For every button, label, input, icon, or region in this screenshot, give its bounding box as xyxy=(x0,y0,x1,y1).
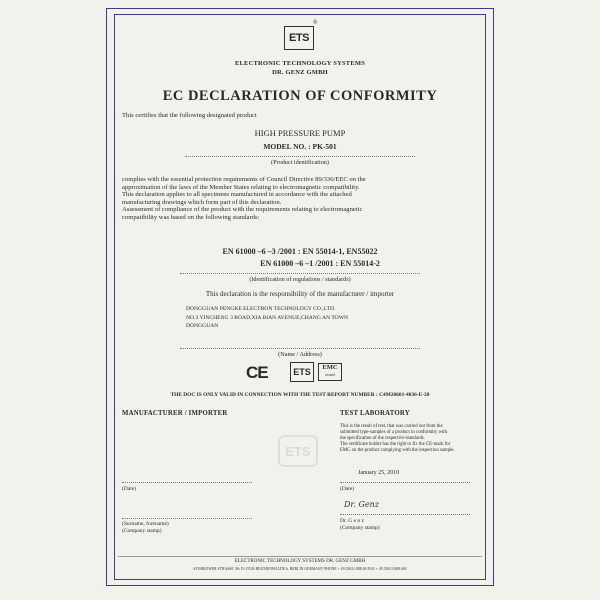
compliance-paragraph xyxy=(122,176,482,222)
footer-rule xyxy=(118,556,482,557)
emc-sub-label: tested xyxy=(325,372,335,377)
right-name-rule xyxy=(340,514,470,515)
manufacturer-address: NO.3 YINCHENG 3 ROAD,XIA BIAN AVENUE,CHANG AN TOWN xyxy=(186,314,349,321)
left-date-rule xyxy=(122,482,252,483)
product-rule xyxy=(185,156,415,157)
left-name-label: (Surname, forename) xyxy=(122,521,169,527)
left-date-label: (Date) xyxy=(122,486,137,492)
manufacturer-city: DONGGUAN xyxy=(186,323,219,329)
manufacturer-name: DONGGUAN PENGKE ELECTRON TECHNOLOGY CO.,LTD. xyxy=(186,306,336,312)
ets-logo-letters: ETS xyxy=(289,32,309,44)
ets-logo-icon xyxy=(284,26,314,50)
responsibility-text: This declaration is the responsibility of the manufacturer / importer xyxy=(205,290,395,298)
standards-line2: EN 61000 –6 –1 /2001 : EN 55014-2 xyxy=(260,259,380,268)
company-name-line1: ELECTRONIC TECHNOLOGY SYSTEMS xyxy=(234,60,366,67)
intro-text: This certifies that the following designated product xyxy=(122,112,257,119)
manufacturer-block xyxy=(186,305,466,331)
emc-tested-icon xyxy=(318,363,342,381)
ets-small-letters: ETS xyxy=(293,367,311,377)
address-rule xyxy=(180,348,420,349)
footer-company: ELECTRONIC TECHNOLOGY SYSTEMS DR. GENZ GMBH xyxy=(234,559,366,564)
note-line: The certificate holder has the right to fix the CE-mark for xyxy=(340,442,451,447)
left-stamp-label: (Company stamp) xyxy=(122,528,162,534)
compliance-line: complies with the essential protection requirements of Council Directive 89/336/EEC on the xyxy=(122,176,366,183)
page-title: EC DECLARATION OF CONFORMITY xyxy=(162,88,438,104)
manufacturer-heading: MANUFACTURER / IMPORTER xyxy=(122,410,228,417)
doc-validity-note: THE DOC IS ONLY VALID IN CONNECTION WITH THE TEST REPORT NUMBER : C4M20601-4036-E-20 xyxy=(170,392,430,398)
footer-address: STORKOWER STRASSE 38c D-15526 REICHENWALDE b. BERLIN GERMANY PHONE + 49.33631.888.00 FAX + 49.33631.888.660 xyxy=(193,567,407,571)
ce-mark-icon: CE xyxy=(246,363,268,382)
left-name-rule xyxy=(122,518,252,519)
address-caption: (Name / Address) xyxy=(278,351,322,358)
product-name: HIGH PRESSURE PUMP xyxy=(254,128,346,138)
test-lab-heading: TEST LABORATORY xyxy=(340,410,410,417)
standards-line1: EN 61000 –6 –3 /2001 : EN 55014-1, EN55022 xyxy=(222,247,378,256)
test-lab-note xyxy=(340,424,480,454)
company-name-line2: DR. GENZ GMBH xyxy=(272,69,328,76)
test-lab-date: January 25, 2010 xyxy=(358,470,400,476)
compliance-line: manufacturing drawings which form part of this declaration. xyxy=(122,198,282,206)
product-caption: (Product identification) xyxy=(271,159,329,166)
ets-watermark-icon xyxy=(278,435,318,467)
compliance-line: Assessment of compliance of the product with the requirements relating to electromagnetic xyxy=(122,206,363,214)
note-line: the specification of the respective standards. xyxy=(340,436,425,441)
product-model: MODEL NO. : PK-501 xyxy=(263,142,337,151)
right-date-label: (Date) xyxy=(340,486,355,492)
emc-label: EMC xyxy=(322,364,338,371)
right-stamp-label: (Company stamp) xyxy=(340,525,380,531)
watermark-letters: ETS xyxy=(285,443,311,459)
right-date-rule xyxy=(340,482,470,483)
compliance-line: This declaration applies to all specimens manufactured in accordance with the attached xyxy=(122,191,352,199)
registered-mark: ® xyxy=(313,20,318,26)
right-name-value: Dr. G e n z xyxy=(340,518,364,524)
note-line: This is the result of test, that was carried out from the xyxy=(340,424,443,429)
standards-rule xyxy=(180,273,420,274)
compliance-line: approximation of the laws of the Member States relating to electromagnetic compatibility. xyxy=(122,183,360,191)
note-line: submitted type-samples of a product in conformity with xyxy=(340,430,447,435)
compliance-line: compatibility was based on the following standards: xyxy=(122,213,260,221)
ets-small-logo-icon xyxy=(290,362,314,382)
note-line: EMC on the product complying with the inspection sample. xyxy=(340,448,455,453)
signature-icon: Dr. Genz xyxy=(344,500,379,509)
standards-caption: (Identification of regulations / standards) xyxy=(249,276,351,283)
